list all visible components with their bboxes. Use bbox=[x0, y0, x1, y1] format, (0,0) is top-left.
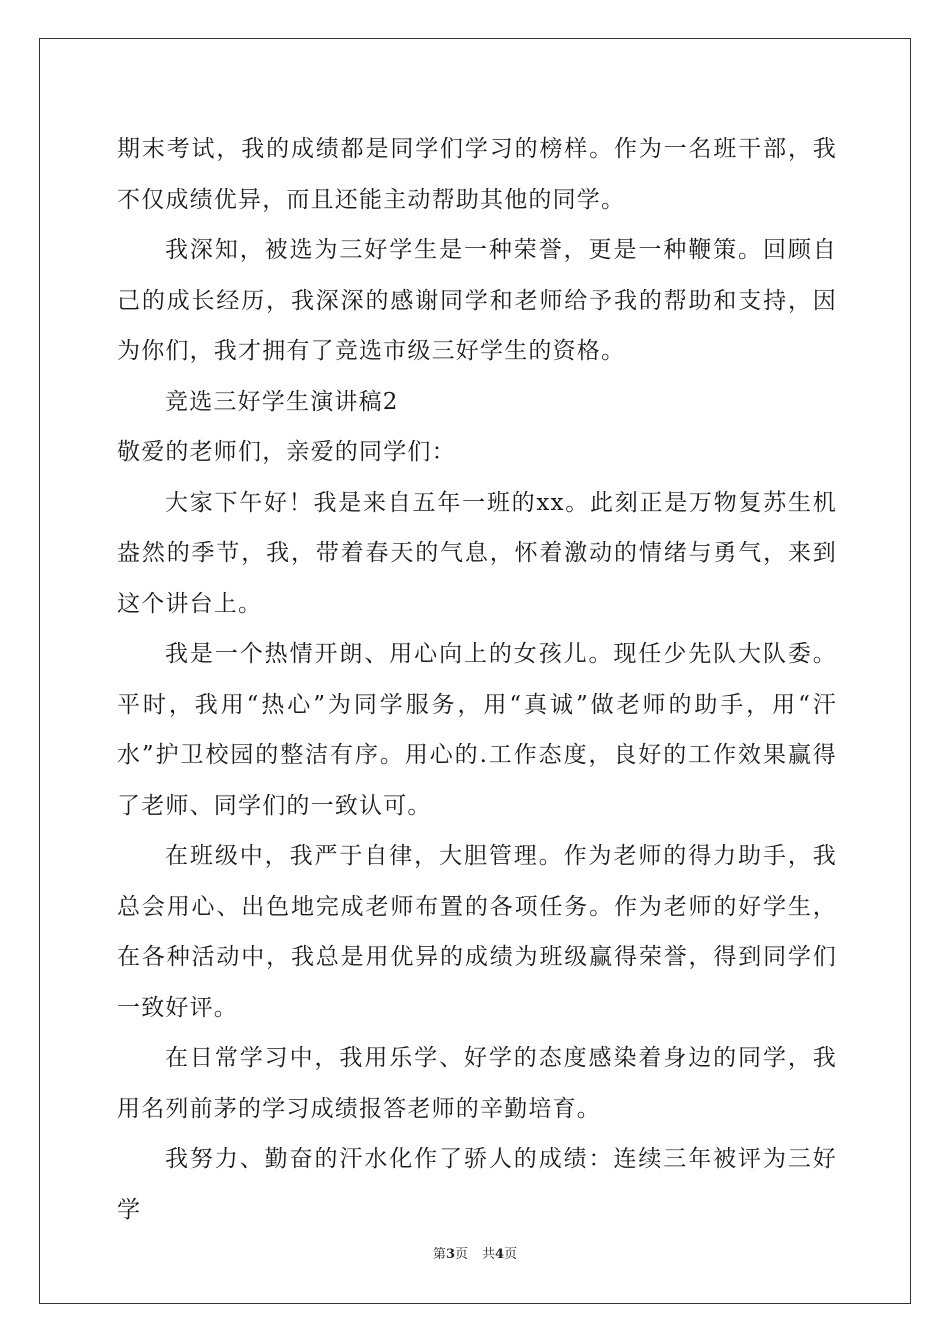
paragraph: 我努力、勤奋的汗水化作了骄人的成绩：连续三年被评为三好学 bbox=[117, 1146, 837, 1223]
section-title: 竞选三好学生演讲稿2 bbox=[165, 388, 399, 415]
page-suffix: 页 bbox=[454, 1247, 468, 1262]
salutation: 敬爱的老师们，亲爱的同学们： bbox=[117, 439, 456, 465]
total-pages: 4 bbox=[495, 1247, 505, 1262]
paragraph: 在日常学习中，我用乐学、好学的态度感染着身边的同学，我用名列前茅的学习成绩报答老师的辛勤培育。 bbox=[117, 1045, 837, 1122]
page-prefix: 第 bbox=[432, 1247, 446, 1262]
page-number: 3 bbox=[445, 1247, 455, 1262]
paragraph: 我深知，被选为三好学生是一种荣誉，更是一种鞭策。回顾自己的成长经历，我深深的感谢同学和老师给予我的帮助和支持，因为你们，我才拥有了竞选市级三好学生的资格。 bbox=[117, 237, 837, 364]
total-suffix: 页 bbox=[504, 1247, 518, 1262]
paragraph: 大家下午好！我是来自五年一班的xx。此刻正是万物复苏生机盎然的季节，我，带着春天的气息，怀着激动的情绪与勇气，来到这个讲台上。 bbox=[117, 489, 837, 617]
paragraph: 我是一个热情开朗、用心向上的女孩儿。现任少先队大队委。平时，我用“热心”为同学服务，用“真诚”做老师的助手，用“汗水”护卫校园的整洁有序。用心的.工作态度，良好的工作效果赢得了老师、同学们的一致认可。 bbox=[117, 641, 837, 819]
paragraph: 在班级中，我严于自律，大胆管理。作为老师的得力助手，我总会用心、出色地完成老师布置的各项任务。作为老师的好学生，在各种活动中，我总是用优异的成绩为班级赢得荣誉，得到同学们一致好评。 bbox=[117, 843, 837, 1021]
page-footer bbox=[0, 1243, 950, 1262]
document-body bbox=[117, 124, 837, 1235]
total-prefix: 共 bbox=[482, 1247, 496, 1262]
paragraph: 期末考试，我的成绩都是同学们学习的榜样。作为一名班干部，我不仅成绩优异，而且还能主动帮助其他的同学。 bbox=[117, 136, 837, 213]
